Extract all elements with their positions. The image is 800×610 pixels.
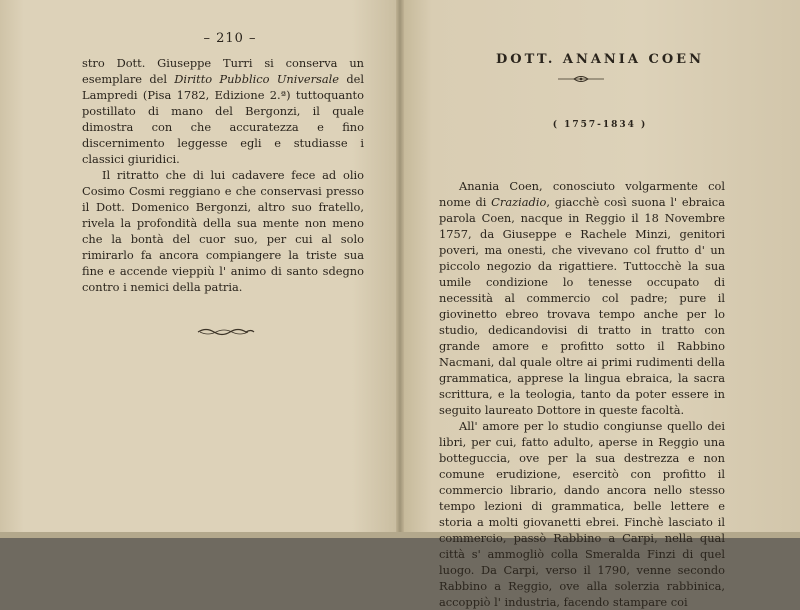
chapter-title: DOTT. ANANIA COEN <box>496 52 704 67</box>
title-ornament-icon <box>556 74 606 84</box>
italic-nickname: Craziadio <box>491 195 547 209</box>
right-paragraph-2: All' amore per lo studio congiunse quello dei libri, per cui, fatto adulto, aperse in Reggio una botteguccia, ove per la sua destrezza e non comune erudizione, esercitò con profitto il commercio librario, dando ancora nello stesso tempo lezioni di grammatica, belle lettere e storia a molti giovanetti ebrei. Finchè lasciato il commercio, passò Rabbino a Carpi, nella qual città s' ammogliò colla Smeralda Finzi di quel luogo. Da Carpi, verso il 1790, venne secondo Rabbino a Reggio, ove alla solerzia rabbinica, accoppiò l' industria, facendo stampare coi <box>439 419 725 609</box>
life-years: ( 1757-1834 ) <box>552 120 648 130</box>
page-number: – 210 – <box>203 31 257 46</box>
right-paragraph-1: Anania Coen, conosciuto volgarmente col nome di Craziadio, giacchè così suona l' ebraica parola Coen, nacque in Reggio il 18 Novembre 1757, da Giuseppe e Rachele Minzi, genitori poveri, ma onesti, che vivevano col frutto d' un piccolo negozio da rigattiere. Tuttocchè la sua umile condizione lo tenesse occupato di necessità al commercio col padre; pure il giovinetto ebreo trovava tempo anche per lo studio, dedicandovisi di tratto in tratto con grande amore e profitto sotto il Rabbino Nacmani, dal quale oltre ai primi rudimenti della grammatica, apprese la lingua ebraica, la sacra scrittura, e la teologia, tanto da poter essere in seguito laureato Dottore in queste facoltà. <box>439 179 725 417</box>
italic-book-title: Diritto Pubblico Universale <box>174 72 340 86</box>
left-paragraph-2: Il ritratto che di lui cadavere fece ad olio Cosimo Cosmi reggiano e che conservasi presso il Dott. Domenico Bergonzi, altro suo fratello, rivela la profondità della sua mente non meno che la bontà del cuor suo, per cui al solo rimirarlo fa ancora compiangere la triste sua fine e accende vieppiù l' animo di santo sdegno contro i nemici della patria. <box>82 168 364 294</box>
book-gutter <box>396 0 404 538</box>
right-page-text <box>439 178 725 610</box>
left-page-text <box>82 55 364 295</box>
left-paragraph-1: stro Dott. Giuseppe Turri si conserva un esemplare del Diritto Pubblico Universale del Lampredi (Pisa 1782, Edizione 2.ª) tuttoquanto postillato di mano del Bergonzi, il quale dimostra con che accuratezza e fino discernimento leggesse egli e studiasse i classici giuridici. <box>82 56 364 166</box>
ornament-divider-icon <box>196 326 256 338</box>
